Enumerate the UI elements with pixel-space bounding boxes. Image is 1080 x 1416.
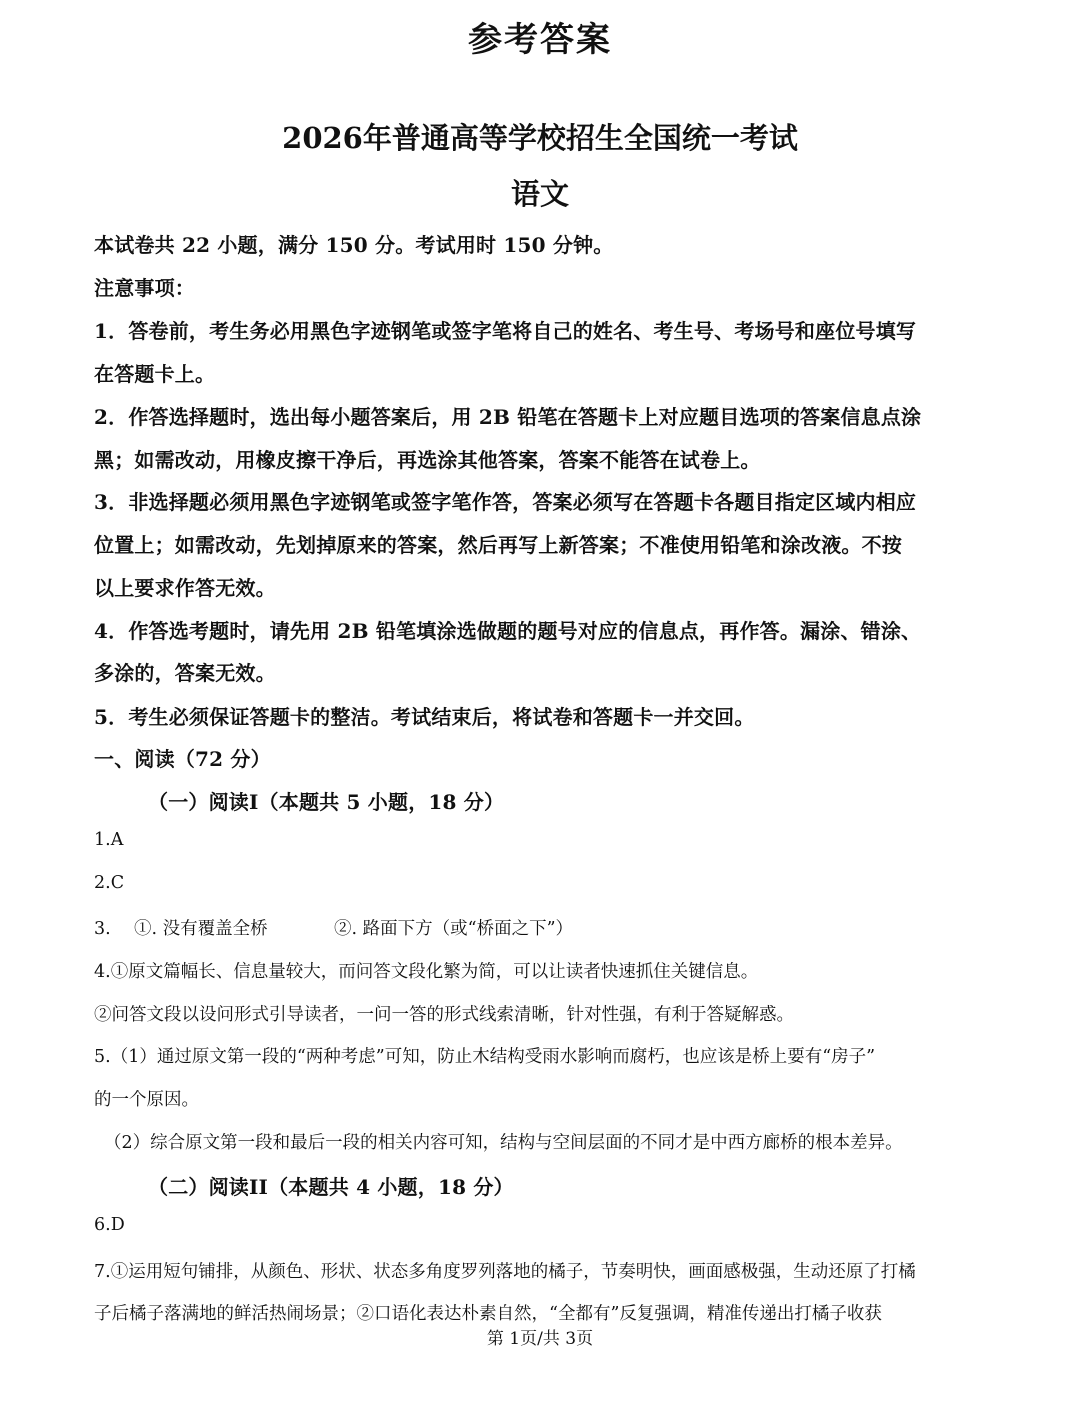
notice-4-line-1: 4．作答选考题时，请先用 2B 铅笔填涂选做题的题号对应的信息点，再作答。漏涂、错涂、 bbox=[94, 619, 922, 643]
answer-q7-line-1: 7.①运用短句铺排，从颜色、形状、状态多角度罗列落地的橘子，节奏明快，画面感极强，生动还原了打橘 bbox=[94, 1262, 916, 1282]
answer-q5-part-1-line-1: 5.（1）通过原文第一段的“两种考虑”可知，防止木结构受雨水影响而腐朽，也应该是桥上要有“房子” bbox=[94, 1047, 876, 1067]
answer-q3 bbox=[94, 915, 994, 940]
notice-1-line-2: 在答题卡上。 bbox=[94, 362, 216, 386]
answer-q3-number: 3. bbox=[94, 919, 111, 939]
answer-q7-line-2: 子后橘子落满地的鲜活热闹场景；②口语化表达朴素自然，“全都有”反复强调，精准传递出打橘子收获 bbox=[94, 1304, 882, 1324]
page-header: 参考答案 bbox=[468, 20, 612, 60]
answer-q4-point-2: ②问答文段以设问形式引导读者，一问一答的形式线索清晰，针对性强，有利于答疑解惑。 bbox=[94, 1005, 794, 1025]
answer-q6: 6.D bbox=[94, 1215, 125, 1235]
answer-q3-blank-1: ①. 没有覆盖全桥 bbox=[134, 919, 268, 939]
notice-3-line-2: 位置上；如需改动，先划掉原来的答案，然后再写上新答案；不准使用铅笔和涂改液。不按 bbox=[94, 533, 902, 557]
notice-1-line-1: 1．答卷前，考生务必用黑色字迹钢笔或签字笔将自己的姓名、考生号、考场号和座位号填写 bbox=[94, 319, 917, 343]
part-reading-1-heading: （一）阅读I（本题共 5 小题，18 分） bbox=[148, 790, 505, 814]
subject-title: 语文 bbox=[510, 177, 569, 211]
notice-3-line-1: 3．非选择题必须用黑色字迹钢笔或签字笔作答，答案必须写在答题卡各题目指定区域内相应 bbox=[94, 490, 917, 514]
notice-3-line-3: 以上要求作答无效。 bbox=[94, 576, 276, 600]
part-reading-2-heading: （二）阅读II（本题共 4 小题，18 分） bbox=[148, 1175, 514, 1199]
exam-title: 2026年普通高等学校招生全国统一考试 bbox=[282, 121, 798, 155]
exam-intro: 本试卷共 22 小题，满分 150 分。考试用时 150 分钟。 bbox=[94, 233, 614, 257]
notice-5-line-1: 5．考生必须保证答题卡的整洁。考试结束后，将试卷和答题卡一并交回。 bbox=[94, 705, 755, 729]
answer-q1: 1.A bbox=[94, 830, 124, 850]
answer-q5-part-2: （2）综合原文第一段和最后一段的相关内容可知，结构与空间层面的不同才是中西方廊桥的根本差异。 bbox=[104, 1133, 903, 1153]
answer-q3-blank-2: ②. 路面下方（或“桥面之下”） bbox=[334, 919, 574, 939]
notice-2-line-2: 黑；如需改动，用橡皮擦干净后，再选涂其他答案，答案不能答在试卷上。 bbox=[94, 448, 761, 472]
answer-q5-part-1-line-2: 的一个原因。 bbox=[94, 1090, 199, 1110]
notice-2-line-1: 2．作答选择题时，选出每小题答案后，用 2B 铅笔在答题卡上对应题目选项的答案信息点涂 bbox=[94, 405, 922, 429]
notice-heading: 注意事项： bbox=[94, 276, 195, 300]
section-reading-heading: 一、阅读（72 分） bbox=[94, 747, 271, 771]
page-number-footer: 第 1页/共 3页 bbox=[486, 1329, 594, 1349]
answer-q4-point-1: 4.①原文篇幅长、信息量较大，而问答文段化繁为简，可以让读者快速抓住关键信息。 bbox=[94, 962, 759, 982]
answer-q2: 2.C bbox=[94, 873, 125, 893]
notice-4-line-2: 多涂的，答案无效。 bbox=[94, 661, 276, 685]
